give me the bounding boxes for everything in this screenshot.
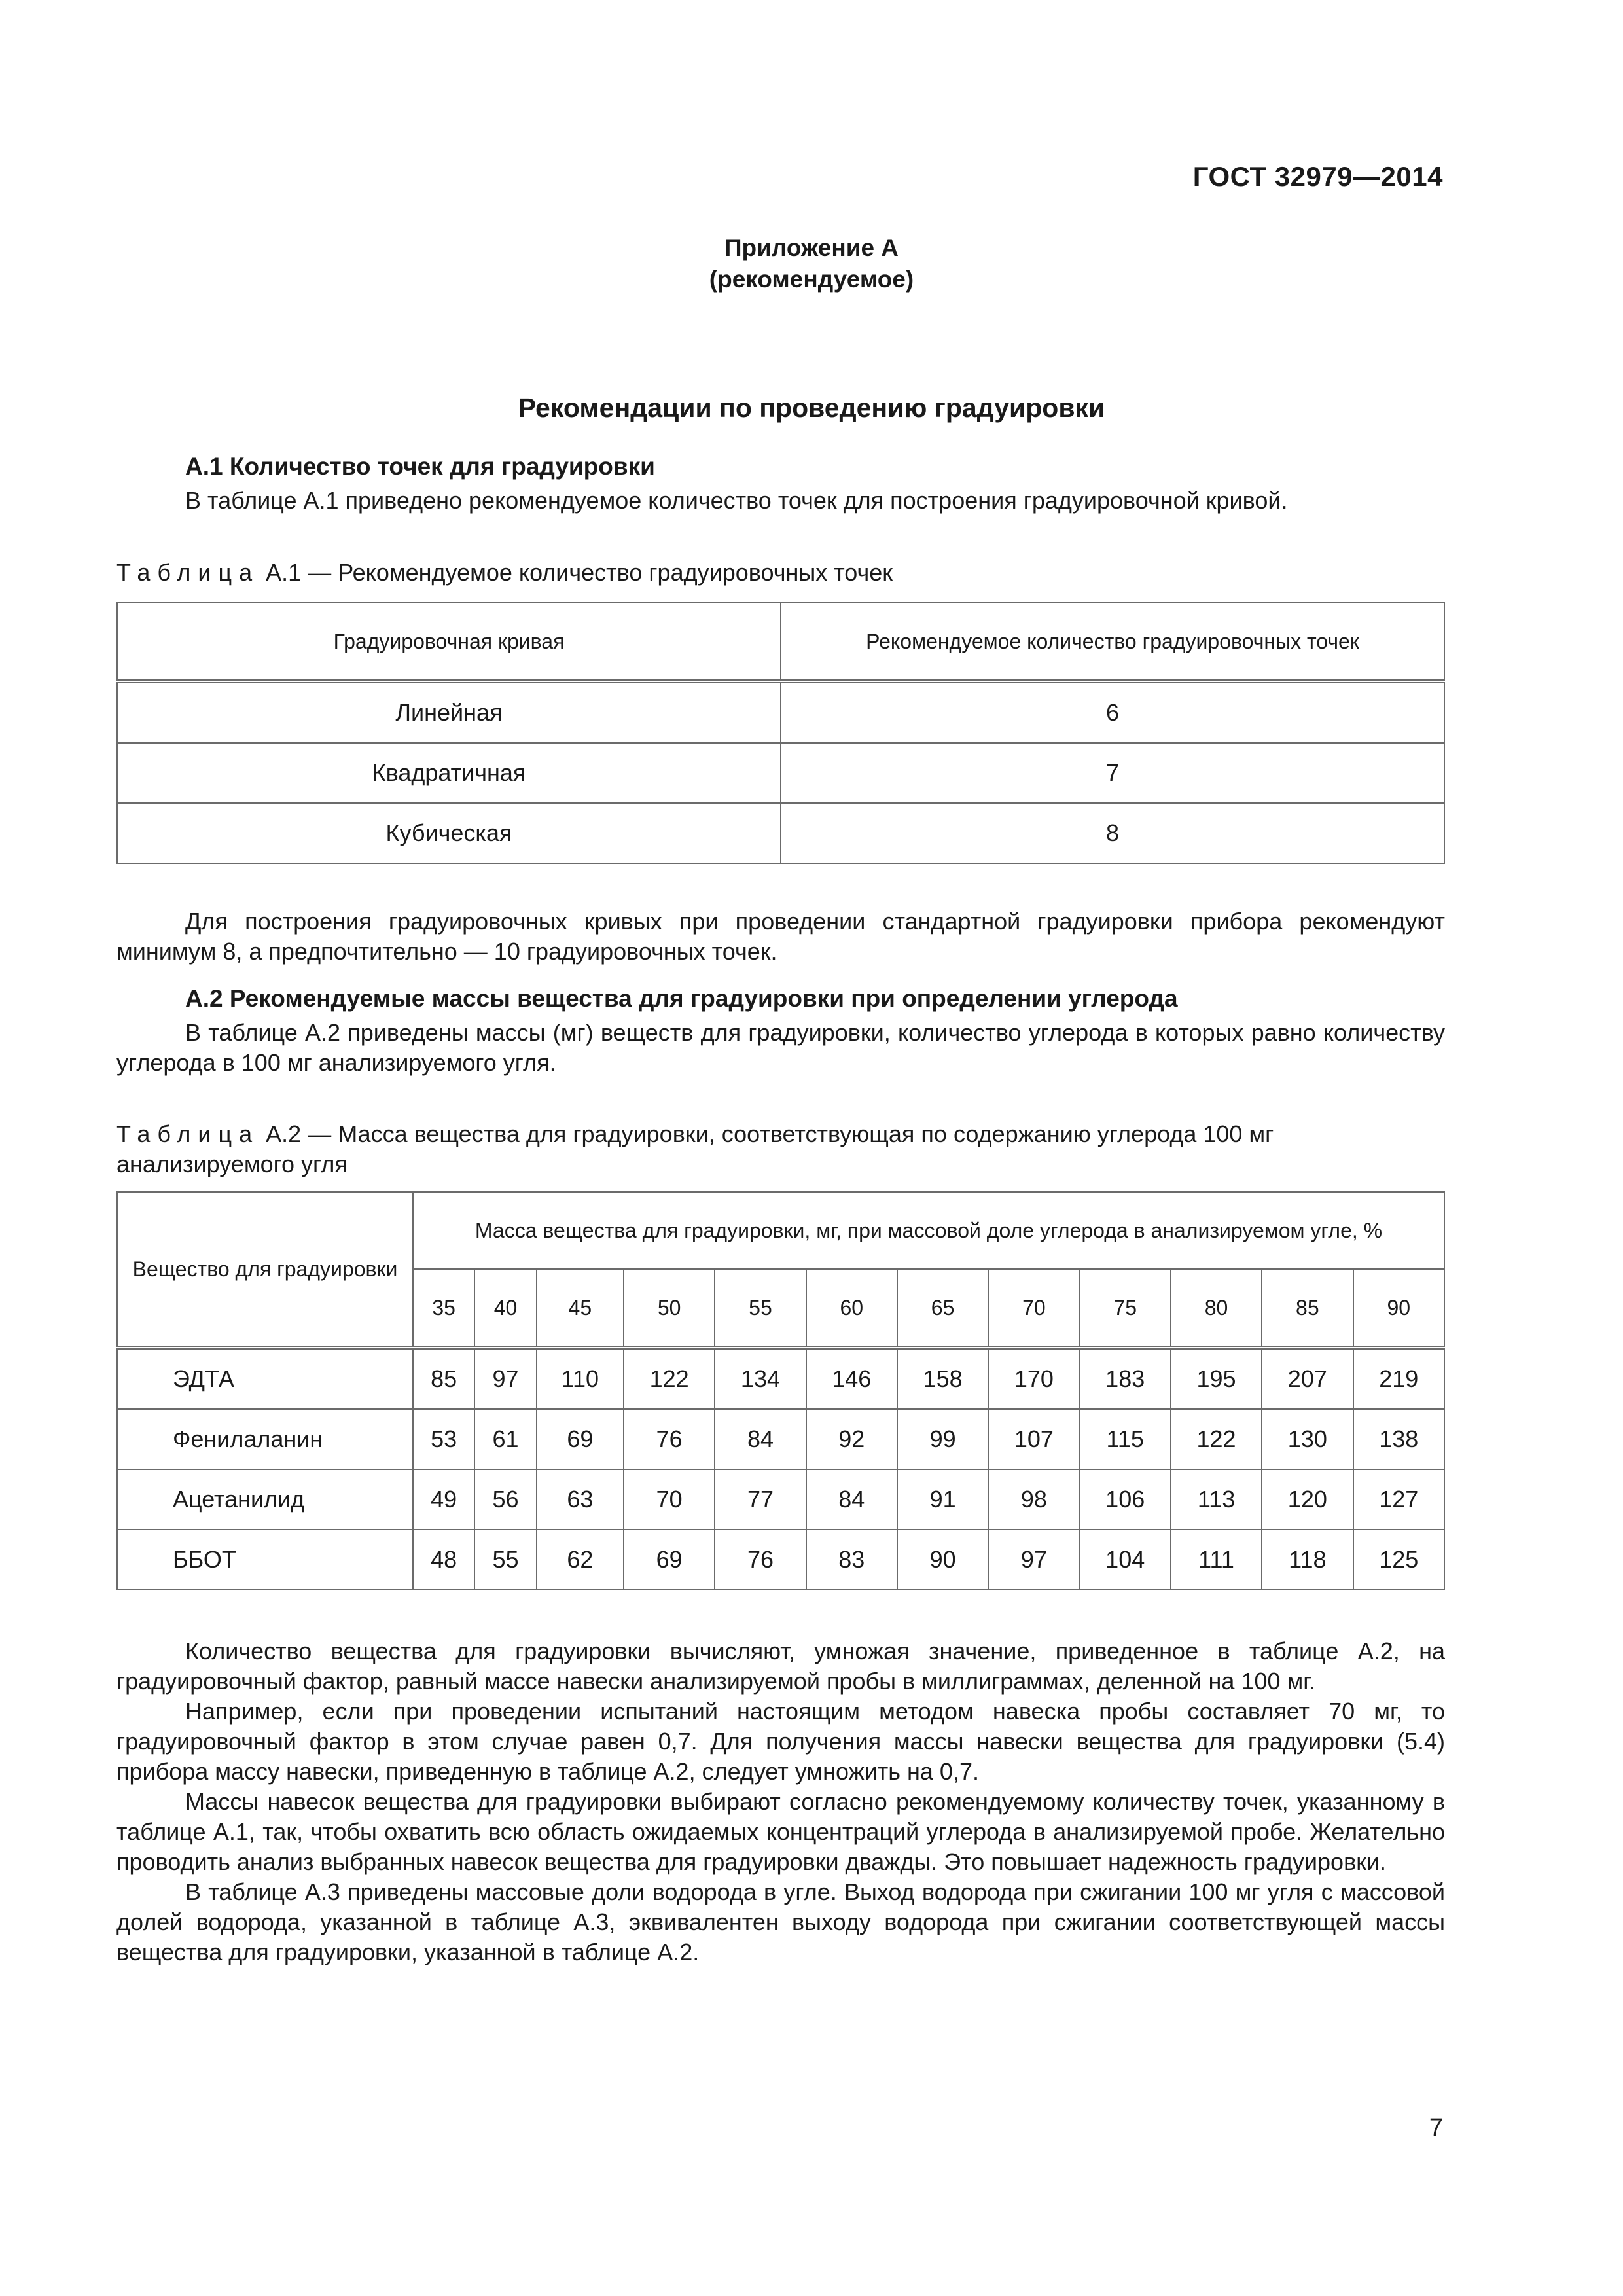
table-a2-value-cell: 110 <box>537 1348 624 1409</box>
table-a2-substance-cell: ЭДТА <box>117 1348 413 1409</box>
table-row <box>117 743 1444 803</box>
table-a2-value-cell: 106 <box>1080 1469 1171 1530</box>
body-paragraph: В таблице А.3 приведены массовые доли водорода в угле. Выход водорода при сжигании 100 мг угля с массовой долей водорода, указанной в таблице А.3, эквивалентен выходу водорода при сжигании соответствующей массы вещества для градуировки, указанной в таблице А.2. <box>116 1878 1445 1965</box>
table-a2-value-cell: 69 <box>624 1530 715 1590</box>
table-a2-value-cell: 130 <box>1262 1409 1353 1469</box>
table-a2-value-cell: 70 <box>624 1469 715 1530</box>
a2-section <box>116 985 1445 1078</box>
table-a2-value-cell: 61 <box>474 1409 536 1469</box>
table-a2-value-cell: 120 <box>1262 1469 1353 1530</box>
table-a2-value-cell: 107 <box>988 1409 1079 1469</box>
table-a2-value-cell: 195 <box>1171 1348 1262 1409</box>
table-a2-column-header: 40 <box>474 1269 536 1348</box>
body-paragraph: Например, если при проведении испытаний настоящим методом навеска пробы составляет 70 мг, то градуировочный фактор в этом случае равен 0,7. Для получения массы навески вещества для градуировки (5.4) прибора массу навески, приведенную в таблице А.2, следует умножить на 0,7. <box>116 1698 1445 1785</box>
table-a2-value-cell: 104 <box>1080 1530 1171 1590</box>
table-a2-value-cell: 77 <box>715 1469 806 1530</box>
table-a2-value-cell: 92 <box>806 1409 897 1469</box>
table-a2-value-cell: 90 <box>897 1530 988 1590</box>
table-a2-value-cell: 118 <box>1262 1530 1353 1590</box>
table-a2-value-cell: 76 <box>624 1409 715 1469</box>
a2-heading: А.2 Рекомендуемые массы вещества для градуировки при определении углерода <box>185 985 1178 1012</box>
a1-after-section <box>116 906 1445 967</box>
table-row <box>117 1530 1444 1590</box>
table-row <box>117 1469 1444 1530</box>
table-a2-value-cell: 158 <box>897 1348 988 1409</box>
table-a2-value-cell: 48 <box>413 1530 474 1590</box>
table-a2-value-cell: 84 <box>715 1409 806 1469</box>
table-a2-value-cell: 122 <box>1171 1409 1262 1469</box>
table-a2-column-header: 70 <box>988 1269 1079 1348</box>
table-a2-wrapper <box>116 1191 1445 1590</box>
table-a2-value-cell: 170 <box>988 1348 1079 1409</box>
table-a2-column-header: 45 <box>537 1269 624 1348</box>
table-a1-wrapper <box>116 602 1445 864</box>
table-a1-curve-cell: Кубическая <box>117 803 781 863</box>
table-a2-column-header: 90 <box>1353 1269 1445 1348</box>
table-a2-column-header: 35 <box>413 1269 474 1348</box>
table-a1-caption-text: А.1 — Рекомендуемое количество градуировочных точек <box>266 559 893 586</box>
table-a2-value-cell: 97 <box>988 1530 1079 1590</box>
table-a1 <box>116 602 1445 864</box>
table-a2-column-header: 75 <box>1080 1269 1171 1348</box>
table-a2-value-cell: 183 <box>1080 1348 1171 1409</box>
table-a2-value-cell: 62 <box>537 1530 624 1590</box>
table-a1-caption-label: Таблица <box>116 559 260 586</box>
body-paragraph: Массы навесок вещества для градуировки выбирают согласно рекомендуемому количеству точек, указанному в таблице А.1, так, чтобы охватить всю область ожидаемых концентраций углерода в анализируемой пробе. Желательно проводить анализ выбранных навесок вещества для градуировки дважды. Это повышает надежность градуировки. <box>116 1788 1445 1875</box>
table-a2-caption <box>116 1119 1445 1179</box>
table-a1-header-points: Рекомендуемое количество градуировочных точек <box>781 603 1444 681</box>
table-a2 <box>116 1191 1445 1590</box>
table-a2-substance-cell: Ацетанилид <box>117 1469 413 1530</box>
table-a2-substance-cell: ББОТ <box>117 1530 413 1590</box>
document-code: ГОСТ 32979—2014 <box>1192 161 1443 192</box>
table-a2-value-cell: 98 <box>988 1469 1079 1530</box>
table-a2-value-cell: 85 <box>413 1348 474 1409</box>
table-a2-substance-cell: Фенилаланин <box>117 1409 413 1469</box>
table-a2-value-cell: 134 <box>715 1348 806 1409</box>
table-a1-curve-cell: Квадратичная <box>117 743 781 803</box>
table-a2-caption-label: Таблица <box>116 1121 260 1147</box>
table-a2-column-header: 50 <box>624 1269 715 1348</box>
table-a2-value-cell: 125 <box>1353 1530 1445 1590</box>
table-a2-value-cell: 113 <box>1171 1469 1262 1530</box>
table-a2-value-cell: 56 <box>474 1469 536 1530</box>
a1-heading: А.1 Количество точек для градуировки <box>185 453 655 480</box>
table-a2-value-cell: 97 <box>474 1348 536 1409</box>
table-a1-header-curve: Градуировочная кривая <box>117 603 781 681</box>
a1-section <box>116 453 1445 516</box>
table-a2-value-cell: 111 <box>1171 1530 1262 1590</box>
table-a1-points-cell: 7 <box>781 743 1444 803</box>
table-a1-caption <box>116 558 1445 588</box>
table-a2-column-header: 60 <box>806 1269 897 1348</box>
table-a2-column-header: 80 <box>1171 1269 1262 1348</box>
table-a1-points-cell: 6 <box>781 681 1444 743</box>
table-a2-value-cell: 122 <box>624 1348 715 1409</box>
a2-intro: В таблице А.2 приведены массы (мг) веществ для градуировки, количество углерода в которых равно количеству углерода в 100 мг анализируемого угля. <box>116 1019 1445 1076</box>
a1-after-paragraph: Для построения градуировочных кривых при проведении стандартной градуировки прибора рекомендуют минимум 8, а предпочтительно — 10 градуировочных точек. <box>116 908 1445 965</box>
table-a2-value-cell: 69 <box>537 1409 624 1469</box>
table-a2-value-cell: 83 <box>806 1530 897 1590</box>
a2-body-text <box>116 1636 1445 1967</box>
table-a2-column-header: 55 <box>715 1269 806 1348</box>
table-a2-value-cell: 63 <box>537 1469 624 1530</box>
table-row <box>117 1409 1444 1469</box>
table-a2-value-cell: 84 <box>806 1469 897 1530</box>
table-row <box>117 803 1444 863</box>
table-a2-value-cell: 219 <box>1353 1348 1445 1409</box>
table-a2-value-cell: 99 <box>897 1409 988 1469</box>
section-title: Рекомендации по проведению градуировки <box>518 393 1105 423</box>
table-row <box>117 681 1444 743</box>
table-a1-curve-cell: Линейная <box>117 681 781 743</box>
appendix-note: (рекомендуемое) <box>709 266 914 293</box>
table-a2-column-header: 65 <box>897 1269 988 1348</box>
table-a2-value-cell: 76 <box>715 1530 806 1590</box>
body-paragraph: Количество вещества для градуировки вычисляют, умножая значение, приведенное в таблице А.2, на градуировочный фактор, равный массе навески анализируемой пробы в миллиграммах, деленной на 100 мг. <box>116 1638 1445 1695</box>
table-row <box>117 1348 1444 1409</box>
table-a2-value-cell: 49 <box>413 1469 474 1530</box>
table-a2-value-cell: 127 <box>1353 1469 1445 1530</box>
table-a2-value-cell: 207 <box>1262 1348 1353 1409</box>
appendix-heading <box>0 232 1623 295</box>
appendix-title: Приложение А <box>724 234 899 261</box>
table-a1-points-cell: 8 <box>781 803 1444 863</box>
table-a2-value-cell: 55 <box>474 1530 536 1590</box>
table-a2-caption-text: А.2 — Масса вещества для градуировки, соответствующая по содержанию углерода 100 мг анализируемого угля <box>116 1121 1274 1177</box>
table-a2-value-cell: 53 <box>413 1409 474 1469</box>
table-a2-value-cell: 115 <box>1080 1409 1171 1469</box>
table-a2-value-cell: 138 <box>1353 1409 1445 1469</box>
table-a2-value-cell: 146 <box>806 1348 897 1409</box>
table-a2-group-header: Масса вещества для градуировки, мг, при массовой доле углерода в анализируемом угле, % <box>413 1192 1444 1269</box>
a1-intro: В таблице А.1 приведено рекомендуемое количество точек для построения градуировочной кривой. <box>185 487 1288 514</box>
table-a2-value-cell: 91 <box>897 1469 988 1530</box>
table-a2-row-header: Вещество для градуировки <box>117 1192 413 1348</box>
table-a2-column-header: 85 <box>1262 1269 1353 1348</box>
page-number: 7 <box>1429 2114 1443 2142</box>
